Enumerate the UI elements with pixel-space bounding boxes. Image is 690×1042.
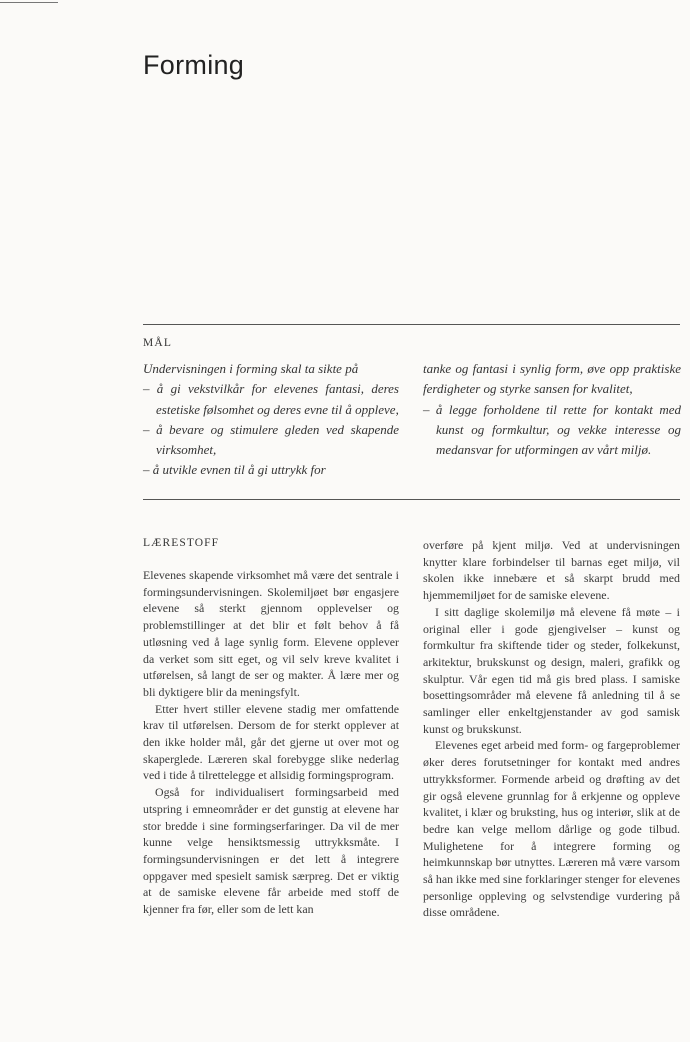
page-title: Forming [143,50,245,80]
goals-right-column [423,359,681,460]
goals-heading: MÅL [143,337,173,349]
goal-item: – å legge forholdene til rette for kontakt med kunst og formkultur, og vekke interesse og medansvar for utformingen av vårt miljø. [423,401,681,458]
goal-item-continuation: tanke og fantasi i synlig form, øve opp praktiske ferdigheter og styrke sansen for kvalitet, [423,361,681,397]
paragraph: Elevenes eget arbeid med form- og fargeproblemer øker deres forutsetninger for kontakt med andres uttrykksformer. Formende arbeid og drøfting av det gir også elevene grunnlag for å erkjenne og oppleve kvalitet, i klær og bruksting, hus og interiør, slik at de bedre kan velge mellom dårlige og gode tilbud. Mulighetene for å integrere forming og heimkunnskap bør utnyttes. Læreren må være varsom så han ikke med sine forklaringer stenger for elevenes personlige oppleving og selvstendige vurdering på disse områdene. [423,738,680,920]
paragraph: overføre på kjent miljø. Ved at undervisningen knytter klare forbindelser til barnas eget miljø, vil skolen ikke innebære et så skarpt brudd med hjemmemiljøet for de samiske elevene. [423,538,680,603]
goals-top-rule [143,324,680,325]
paragraph: Også for individualisert formingsarbeid med utspring i emneområder er det gunstig at elevene har stor bredde i sine formingserfaringer. Da vil de mer kunne velge hensiktsmessig uttrykksmåte. I formingsundervisningen er det lett å integrere oppgaver med spesielt samisk særpreg. Det er viktig at de samiske elevene får arbeide med stoff de kjenner fra før, eller som de lett kan [143,785,399,917]
goal-item: – å gi vekstvilkår for elevenes fantasi, deres estetiske følsomhet og deres evne til å oppleve, [143,381,399,417]
top-edge-rule [0,2,58,3]
goals-left-column [143,359,399,481]
goal-item: – å bevare og stimulere gleden ved skapende virksomhet, [143,421,399,458]
goals-intro: Undervisningen i forming skal ta sikte på [143,361,359,376]
goals-bottom-rule [143,499,680,500]
section-heading: LÆRESTOFF [143,537,220,549]
paragraph: I sitt daglige skolemiljø må elevene få møte – i original eller i gode gjengivelser – kunst og formkultur fra skiftende tider og steder, folkekunst, arkitektur, brukskunst og design, maleri, grafikk og skulptur. Vår egen tid må gis bred plass. I samiske bosettingsområder må elevene få anledning til å se samlinger eller enkeltgjenstander av god samisk kunst og brukskunst. [423,604,680,736]
text-column-left [143,567,399,918]
goal-item: – å utvikle evnen til å gi uttrykk for [143,462,326,478]
paragraph: Elevenes skapende virksomhet må være det sentrale i formingsundervisningen. Skolemiljøet bør engasjere elevene så sterkt gjennom opplevelser og problemstillinger at det blir et følt behov å få utløsning ved å lage synlig form. Elevene opplever da verket som sitt eget, og vil selv kreve kvalitet i utførelsen, så langt de ser og makter. Å lære mer og bli dyktigere blir da meningsfylt. [143,568,399,699]
paragraph: Etter hvert stiller elevene stadig mer omfattende krav til utførelsen. Dersom de for sterkt opplever at den ikke holder mål, går det gjerne ut over mot og skaperglede. Læreren skal forebygge slike nederlag ved i tide å tilrettelegge et allsidig formingsprogram. [143,701,399,783]
text-column-right [423,537,680,921]
